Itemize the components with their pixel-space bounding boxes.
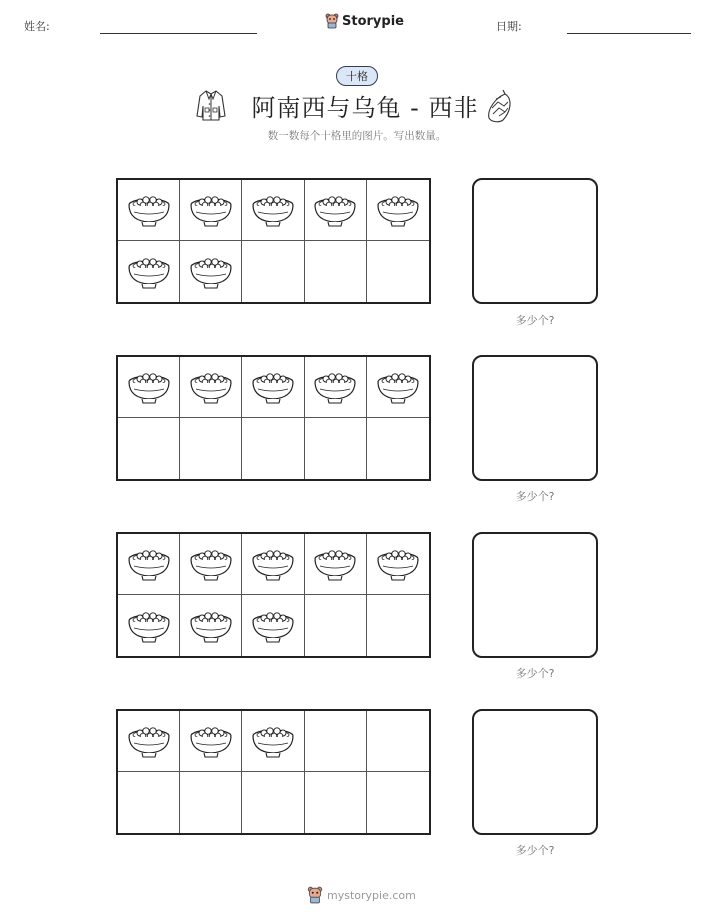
bowl-of-food-icon [375,367,421,407]
ten-frame-cell [367,357,429,418]
ten-frame-cell [367,180,429,241]
bowl-of-food-icon [126,544,172,584]
ten-frame-cell [118,241,180,302]
bowl-of-food-icon [250,606,296,646]
bowl-of-food-icon [250,367,296,407]
ten-frame-cell [305,180,367,241]
question-label-2: 多少个? [515,490,555,503]
question-label-1: 多少个? [515,314,555,327]
ten-frame-cell [242,711,304,772]
ten-frame-cell [180,241,242,302]
bowl-of-food-icon [188,606,234,646]
answer-box-4[interactable] [472,709,598,835]
bowl-of-food-icon [312,190,358,230]
ten-frame-cell [305,711,367,772]
ten-frame-cell [305,357,367,418]
bowl-of-food-icon [375,544,421,584]
brand-name: Storypie [342,13,404,29]
ten-frame-cell [305,241,367,302]
ten-frame-cell [305,772,367,833]
footer-url: mystorypie.com [327,888,416,902]
ten-frame-cell [118,711,180,772]
brand-logo [325,13,404,29]
footer [307,886,416,904]
bowl-of-food-icon [188,721,234,761]
answer-box-2[interactable] [472,355,598,481]
ten-frame-cell [367,534,429,595]
ten-frame-cell [242,357,304,418]
ten-frame-cell [305,418,367,479]
answer-box-3[interactable] [472,532,598,658]
ten-frame-cell [180,180,242,241]
answer-box-1[interactable] [472,178,598,304]
ten-frame-cell [242,241,304,302]
ten-frame-cell [367,241,429,302]
page-title: 阿南西与乌龟 - 西非 [251,94,479,122]
bowl-of-food-icon [126,252,172,292]
ten-frame-cell [118,418,180,479]
instructions: 数一数每个十格里的图片。写出数量。 [267,130,447,142]
ten-frame-cell [118,534,180,595]
bowl-of-food-icon [126,606,172,646]
ten-frame-cell [367,418,429,479]
ten-frame-4 [116,709,431,835]
ten-frame-2 [116,355,431,481]
bowl-of-food-icon [188,367,234,407]
question-label-3: 多少个? [515,667,555,680]
bowl-of-food-icon [250,721,296,761]
worksheet-type-badge: 十格 [336,66,378,86]
ten-frame-cell [180,357,242,418]
ten-frame-cell [180,711,242,772]
bowl-of-food-icon [188,190,234,230]
ten-frame-cell [242,180,304,241]
ten-frame-cell [305,595,367,656]
name-label: 姓名: [24,20,50,33]
ten-frame-cell [367,595,429,656]
date-label: 日期: [496,20,522,33]
bowl-of-food-icon [126,367,172,407]
date-line[interactable] [567,33,691,34]
ten-frame-cell [367,711,429,772]
bowl-of-food-icon [250,544,296,584]
ten-frame-cell [367,772,429,833]
ten-frame-cell [242,418,304,479]
pinecone-icon [485,88,515,124]
ten-frame-cell [180,772,242,833]
ten-frame-cell [118,772,180,833]
name-line[interactable] [100,33,257,34]
ten-frame-cell [242,595,304,656]
bowl-of-food-icon [126,190,172,230]
bear-icon [307,886,323,904]
ten-frame-cell [180,418,242,479]
ten-frame-cell [118,180,180,241]
ten-frame-1 [116,178,431,304]
bowl-of-food-icon [188,252,234,292]
ten-frame-cell [305,534,367,595]
bowl-of-food-icon [126,721,172,761]
bowl-of-food-icon [188,544,234,584]
ten-frame-3 [116,532,431,658]
bowl-of-food-icon [375,190,421,230]
bowl-of-food-icon [312,544,358,584]
ten-frame-cell [180,595,242,656]
ten-frame-cell [180,534,242,595]
ten-frame-cell [118,595,180,656]
ten-frame-cell [118,357,180,418]
bowl-of-food-icon [312,367,358,407]
bear-icon [325,13,339,29]
ten-frame-cell [242,534,304,595]
bowl-of-food-icon [250,190,296,230]
question-label-4: 多少个? [515,844,555,857]
jacket-icon [196,88,226,122]
ten-frame-cell [242,772,304,833]
